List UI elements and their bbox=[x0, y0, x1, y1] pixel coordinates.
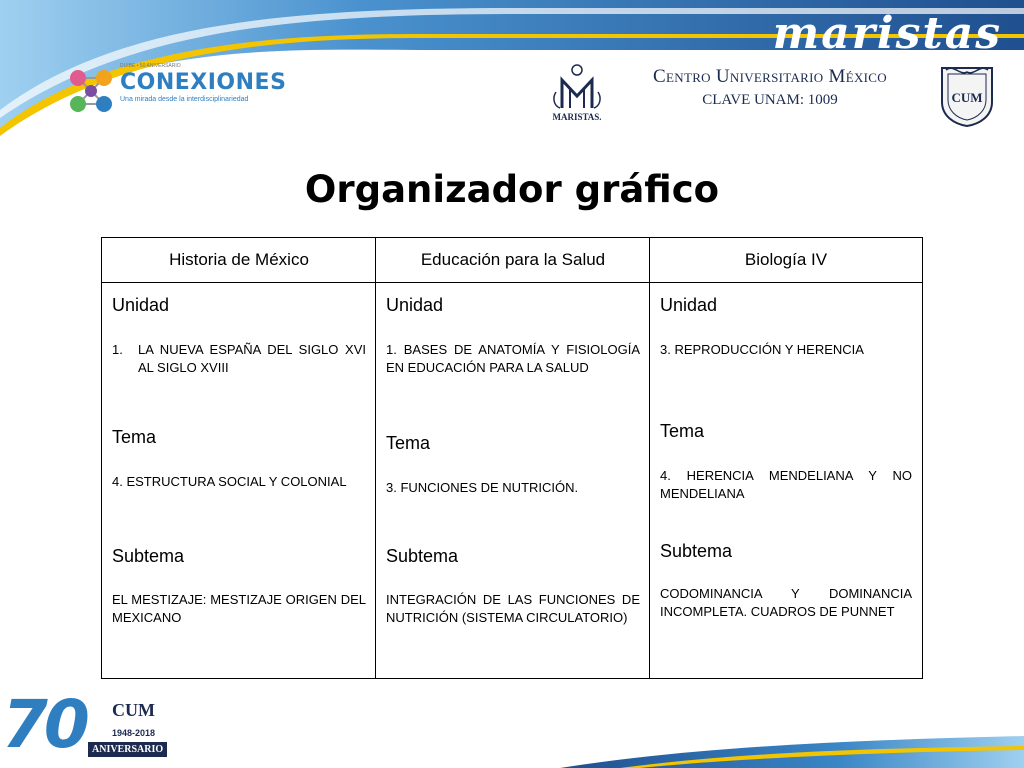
subtema-label: Subtema bbox=[386, 546, 459, 566]
subtema-text: INTEGRACIÓN DE LAS FUNCIONES DE NUTRICIÓN (SISTEMA CIRCULATORIO) bbox=[386, 592, 640, 625]
column-header-salud: Educación para la Salud bbox=[376, 238, 650, 283]
subtema-text: EL MESTIZAJE: MESTIZAJE ORIGEN DEL MEXICANO bbox=[112, 592, 366, 625]
shield-text: CUM bbox=[951, 90, 983, 105]
tema-text: 3. FUNCIONES DE NUTRICIÓN. bbox=[386, 480, 579, 495]
anniversary-number: 70 bbox=[2, 686, 86, 763]
tema-label: Tema bbox=[112, 427, 157, 447]
unidad-text: 1. BASES DE ANATOMÍA Y FISIOLOGÍA EN EDUCACIÓN PARA LA SALUD bbox=[386, 342, 640, 375]
column-cell-salud bbox=[376, 283, 650, 678]
unidad-number: 1. bbox=[112, 342, 123, 357]
anniversary-label: ANIVERSARIO bbox=[88, 742, 167, 757]
subtema-label: Subtema bbox=[112, 546, 185, 566]
conexiones-caption: DUIBE • 50 ANIVERSARIO bbox=[120, 63, 181, 69]
graphic-organizer-table bbox=[101, 237, 923, 679]
institution-title: Centro Universitario México bbox=[653, 66, 887, 87]
unidad-value: LA NUEVA ESPAÑA DEL SIGLO XVI AL SIGLO XVIII bbox=[138, 342, 366, 375]
unidad-text: 3. REPRODUCCIÓN Y HERENCIA bbox=[660, 342, 864, 357]
conexiones-title: CONEXIONES bbox=[120, 70, 287, 95]
conexiones-network-icon bbox=[66, 66, 116, 116]
maristas-label: MARISTAS. bbox=[552, 112, 602, 122]
conexiones-tagline: Una mirada desde la interdisciplinariedad bbox=[120, 96, 249, 103]
anniversary-years: 1948-2018 bbox=[112, 728, 156, 738]
tema-text: 4. HERENCIA MENDELIANA Y NO MENDELIANA bbox=[660, 468, 912, 501]
conexiones-logo bbox=[66, 62, 287, 122]
unidad-text bbox=[112, 341, 366, 377]
column-header-historia: Historia de México bbox=[102, 238, 376, 283]
cum-shield-icon bbox=[936, 62, 998, 128]
maristas-monogram-icon bbox=[548, 62, 606, 112]
page-title: Organizador gráfico bbox=[304, 168, 720, 211]
subtema-label: Subtema bbox=[660, 541, 733, 561]
maristas-script-logo: maristas bbox=[772, 8, 1002, 59]
tema-label: Tema bbox=[386, 433, 431, 453]
tema-label: Tema bbox=[660, 421, 705, 441]
anniversary-logo-text: CUM bbox=[112, 700, 155, 720]
column-header-biologia: Biología IV bbox=[650, 238, 922, 283]
column-cell-biologia bbox=[650, 283, 922, 678]
unidad-label: Unidad bbox=[386, 295, 444, 315]
anniversary-logo bbox=[0, 686, 170, 768]
maristas-emblem bbox=[548, 62, 606, 124]
institution-clave: CLAVE UNAM: 1009 bbox=[702, 92, 838, 108]
column-cell-historia bbox=[102, 283, 376, 678]
subtema-text: CODOMINANCIA Y DOMINANCIA INCOMPLETA. CUADROS DE PUNNET bbox=[660, 586, 912, 619]
unidad-label: Unidad bbox=[660, 295, 718, 315]
tema-text: 4. ESTRUCTURA SOCIAL Y COLONIAL bbox=[112, 474, 347, 489]
unidad-label: Unidad bbox=[112, 295, 170, 315]
